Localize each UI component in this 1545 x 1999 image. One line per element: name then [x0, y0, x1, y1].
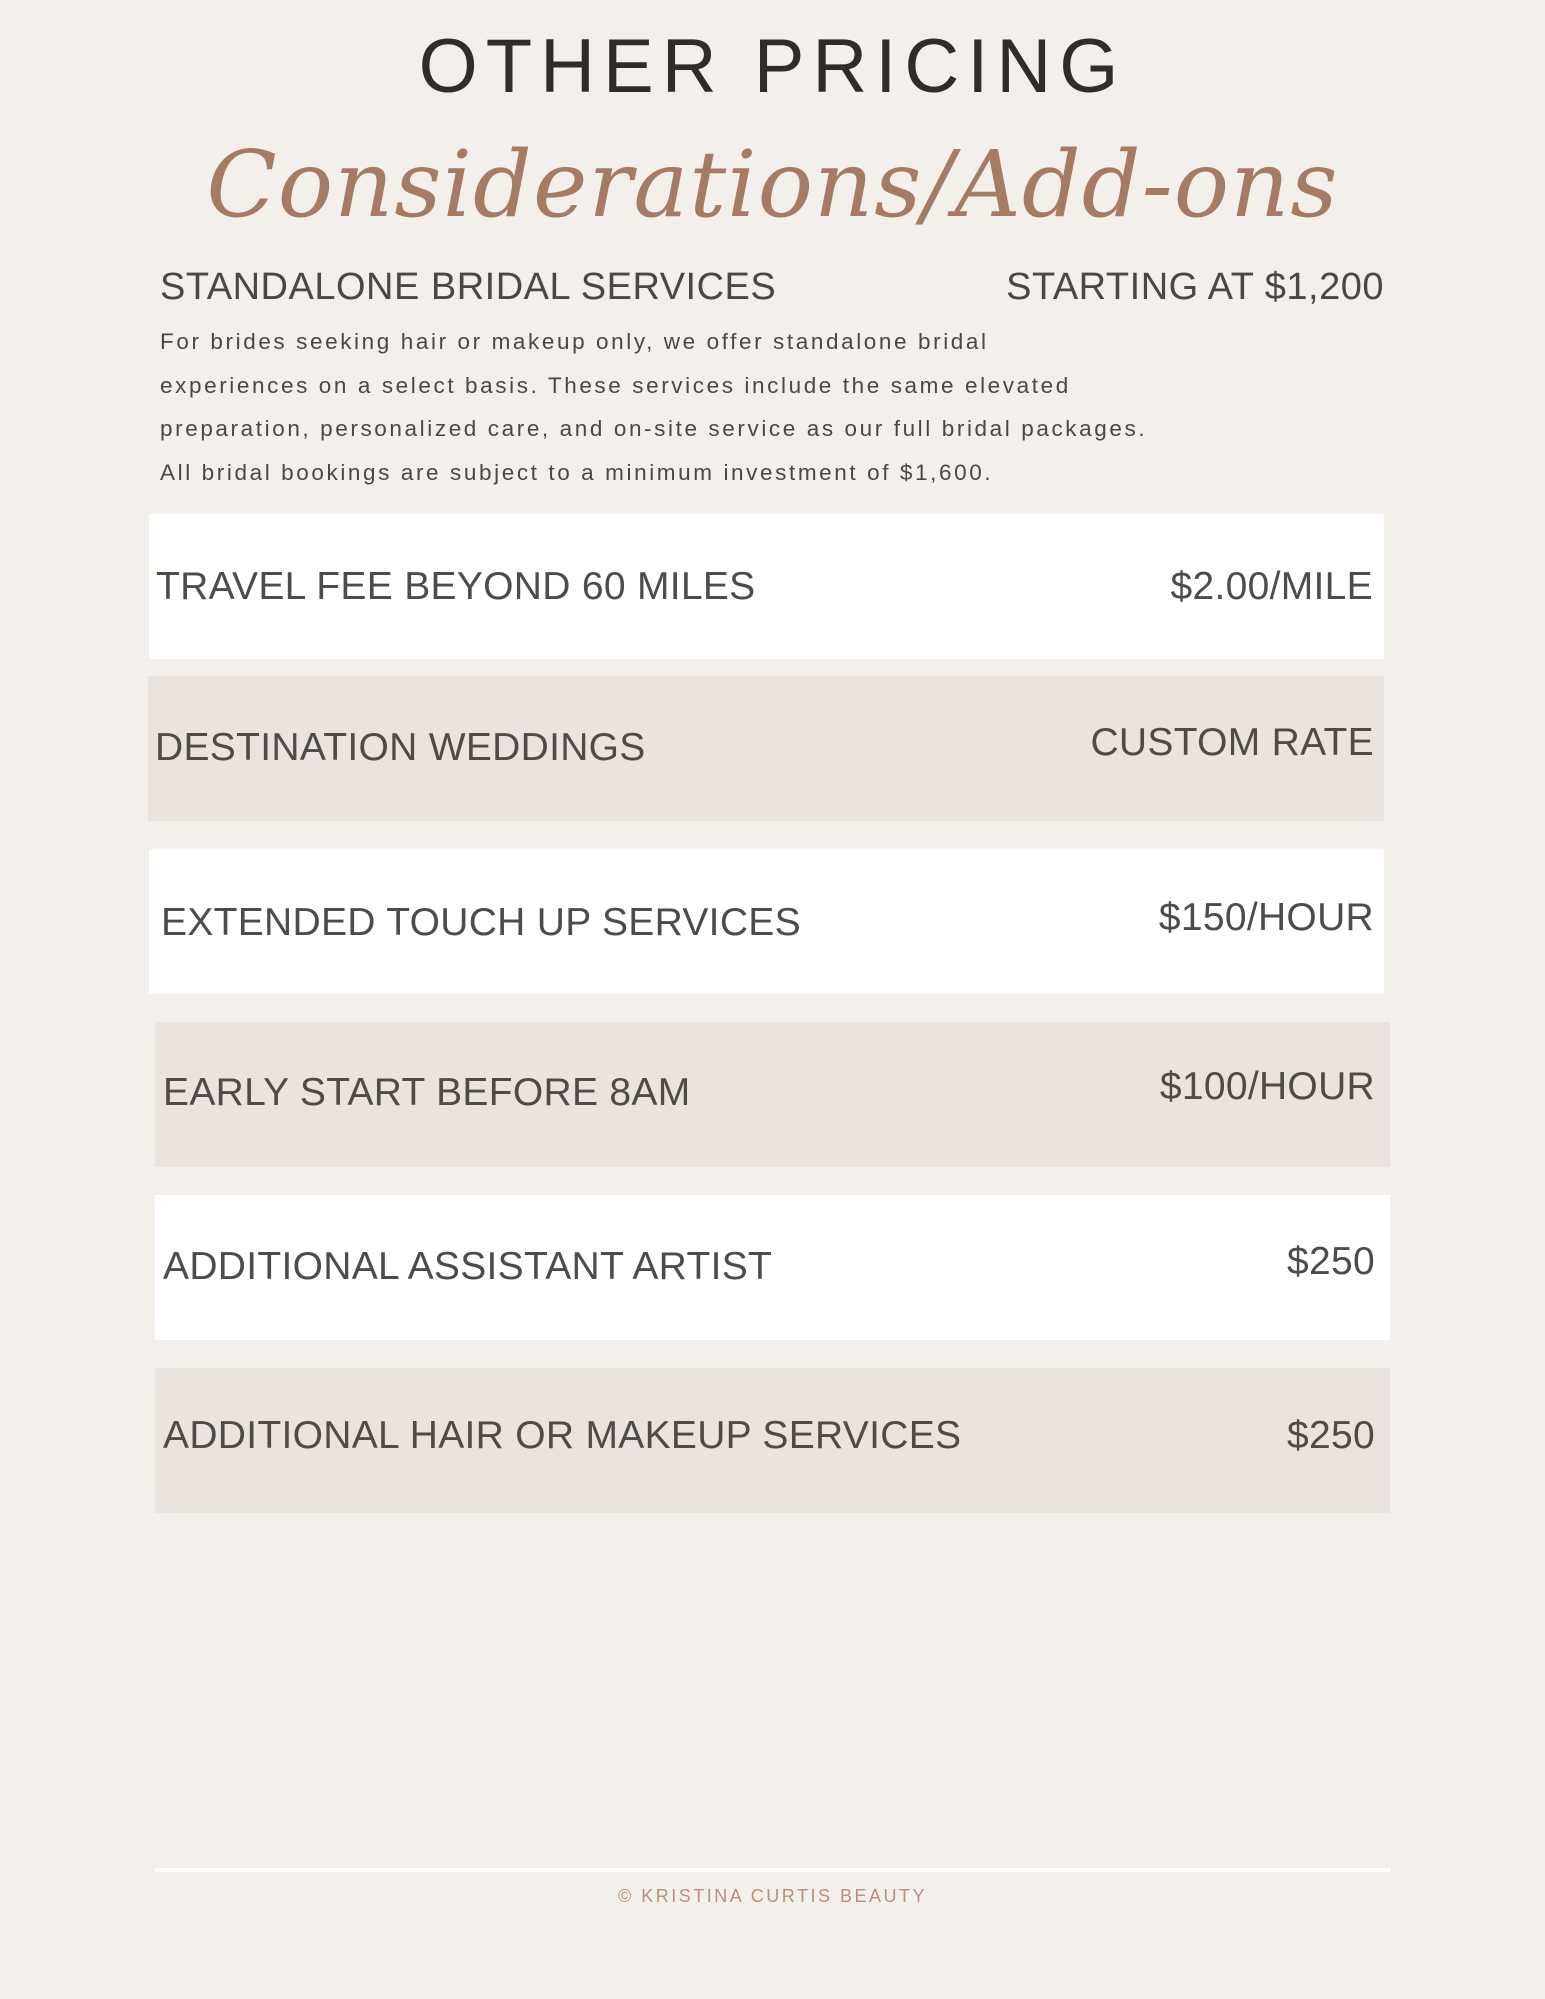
pricing-row-price: CUSTOM RATE — [1090, 721, 1374, 764]
pricing-row-early-start — [155, 1022, 1390, 1167]
footer-divider — [155, 1868, 1391, 1872]
footer-copyright: © KRISTINA CURTIS BEAUTY — [618, 1886, 927, 1906]
pricing-row-price: $250 — [1287, 1414, 1375, 1457]
pricing-row-label: DESTINATION WEDDINGS — [155, 726, 646, 769]
description-line: All bridal bookings are subject to a minimum investment of $1,600. — [160, 459, 994, 485]
pricing-row-assistant-artist — [155, 1195, 1390, 1340]
pricing-row-label: ADDITIONAL ASSISTANT ARTIST — [163, 1245, 773, 1288]
pricing-row-travel-fee — [149, 514, 1384, 659]
description-line: experiences on a select basis. These services include the same elevated — [160, 372, 1071, 398]
standalone-bridal-price: STARTING AT $1,200 — [1006, 266, 1384, 308]
pricing-row-price: $150/HOUR — [1158, 896, 1374, 939]
pricing-row-extended-touch-up — [149, 849, 1384, 994]
pricing-row-label: EXTENDED TOUCH UP SERVICES — [161, 901, 801, 944]
pricing-row-label: ADDITIONAL HAIR OR MAKEUP SERVICES — [163, 1414, 962, 1457]
pricing-row-price: $100/HOUR — [1159, 1065, 1375, 1108]
pricing-row-additional-services — [155, 1368, 1390, 1513]
page-title: OTHER PRICING — [418, 24, 1127, 109]
pricing-row-destination-weddings — [148, 676, 1384, 821]
standalone-bridal-description — [160, 320, 1220, 494]
description-line: preparation, personalized care, and on-site service as our full bridal packages. — [160, 416, 1148, 441]
description-line: For brides seeking hair or makeup only, we offer standalone bridal — [160, 329, 989, 354]
pricing-row-price: $250 — [1287, 1240, 1375, 1283]
standalone-bridal-title: STANDALONE BRIDAL SERVICES — [160, 266, 777, 308]
script-subtitle: Considerations/Add-ons — [206, 131, 1339, 238]
pricing-row-label: TRAVEL FEE BEYOND 60 MILES — [156, 565, 756, 608]
pricing-row-price: $2.00/MILE — [1170, 565, 1373, 608]
pricing-row-label: EARLY START BEFORE 8AM — [163, 1071, 691, 1114]
